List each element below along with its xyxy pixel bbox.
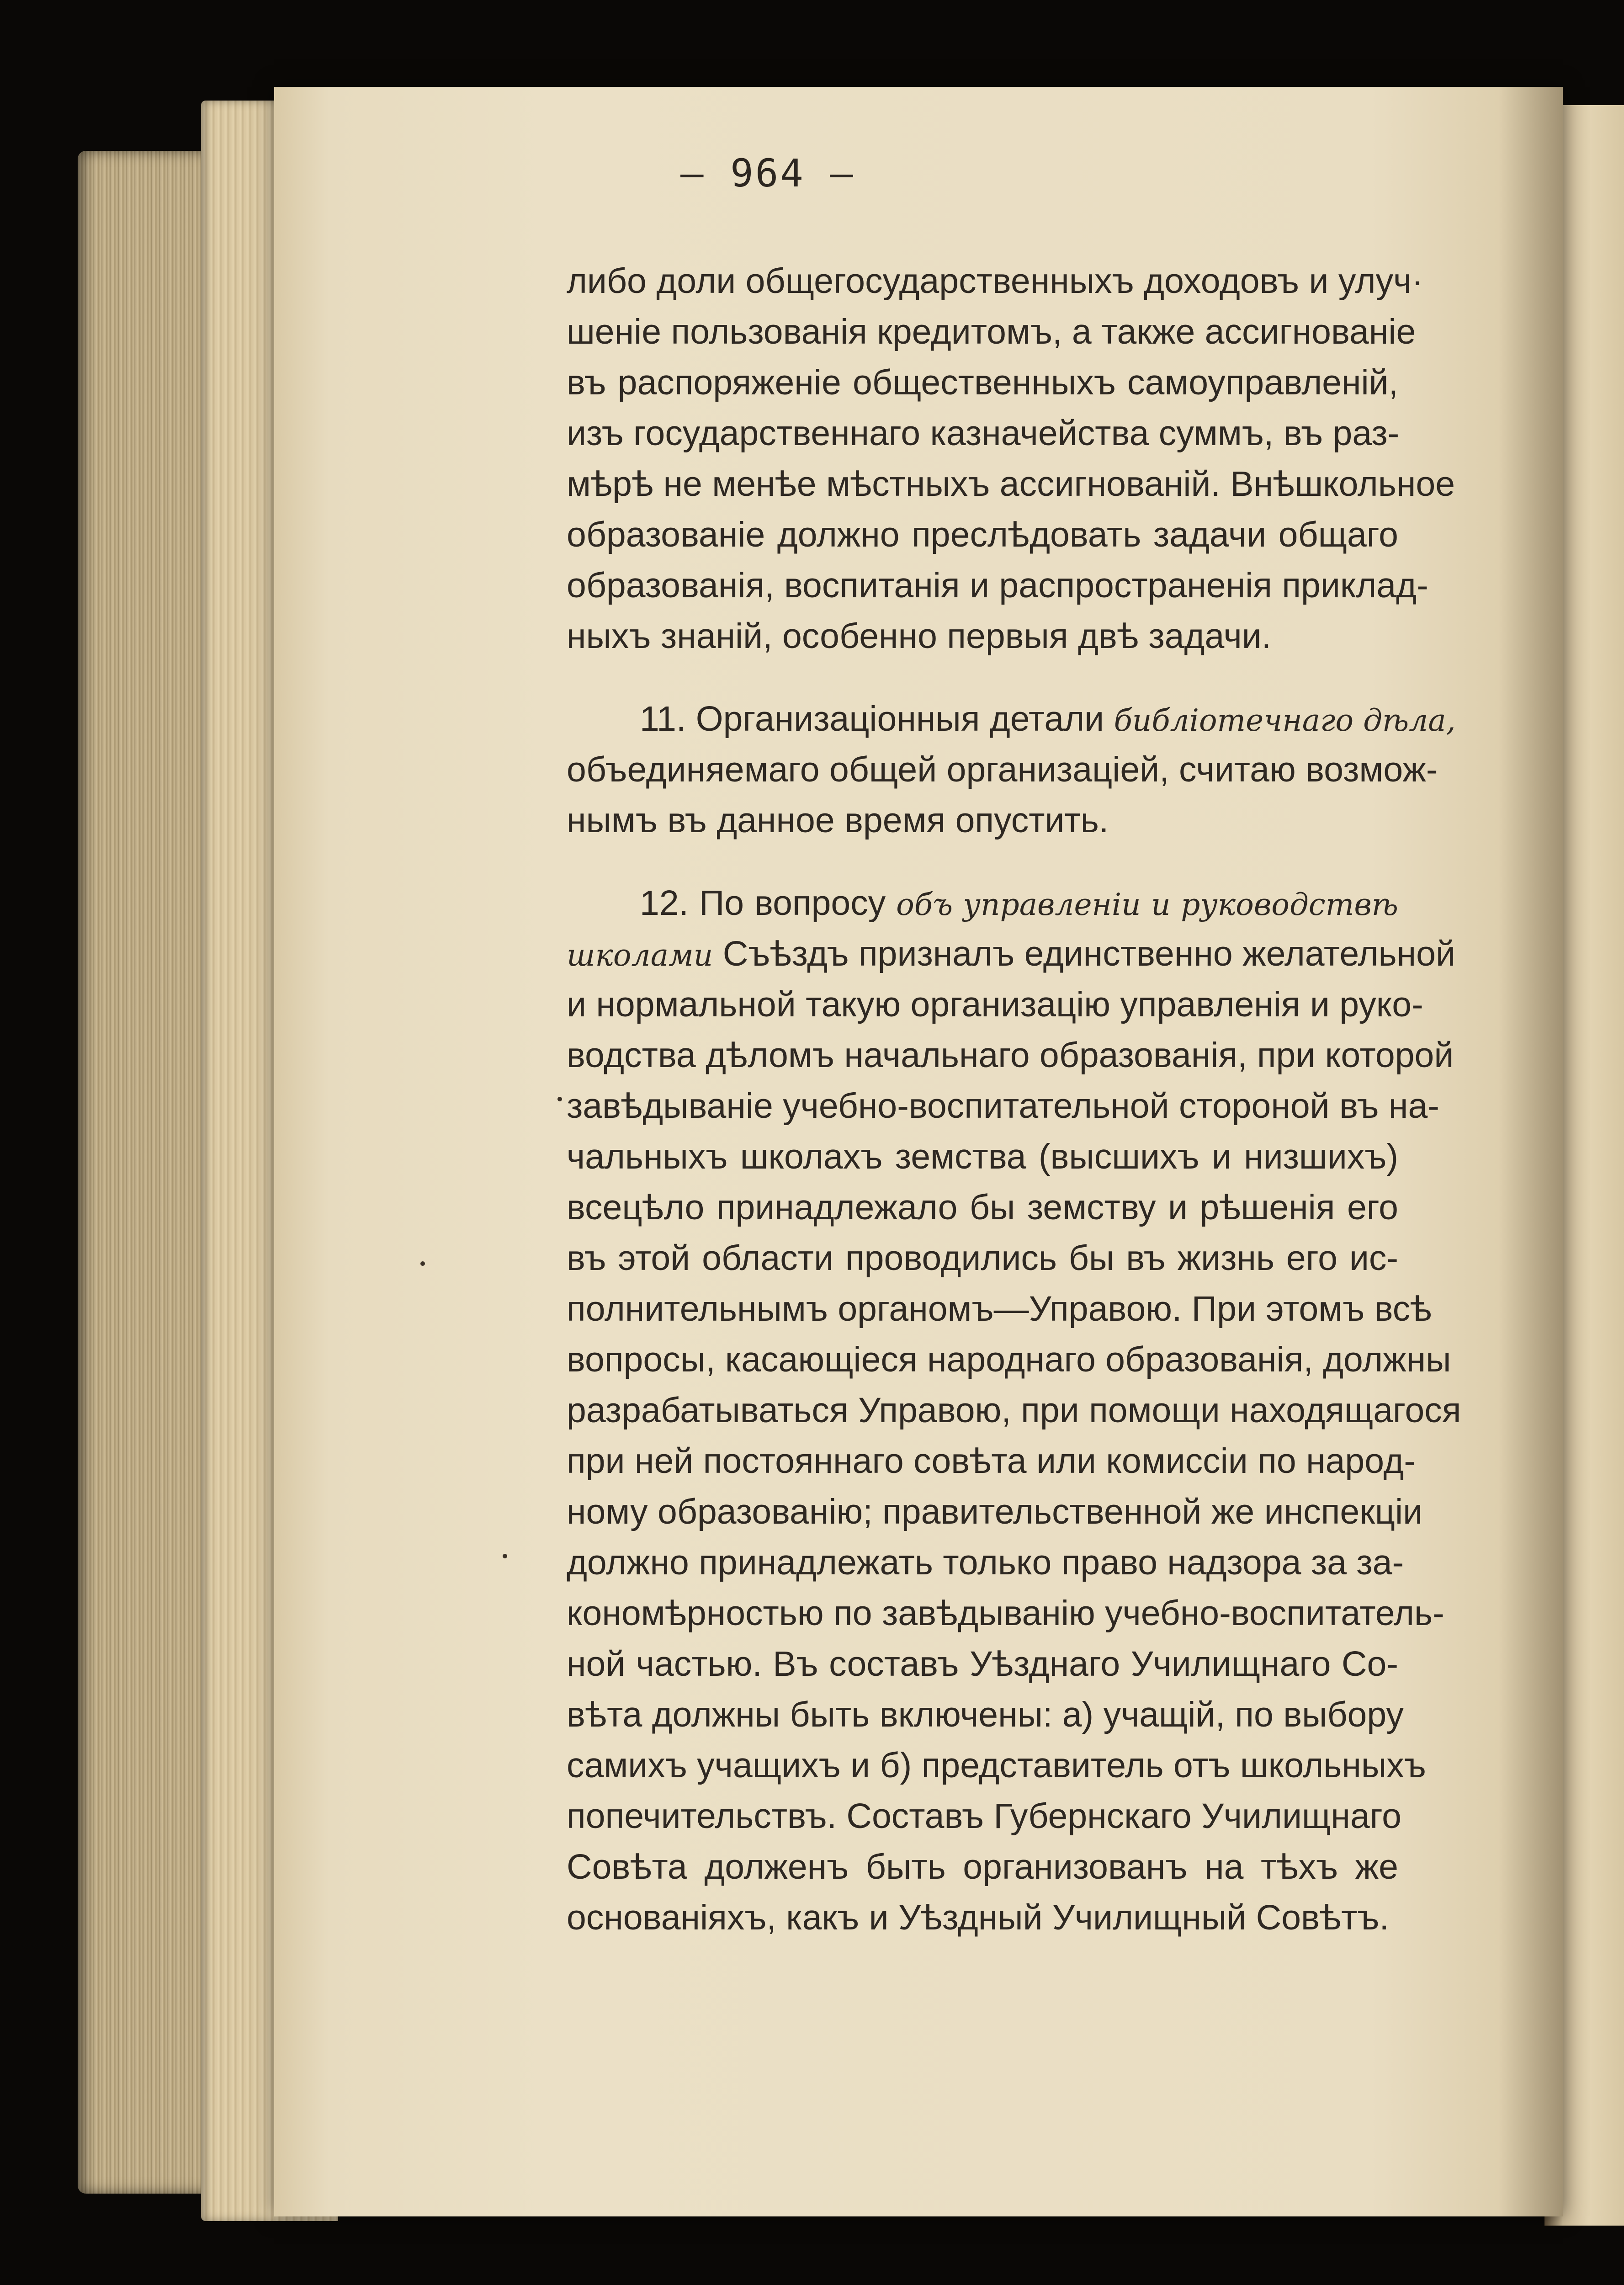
item-11-emphasis: библіотечнаго дѣла, bbox=[1114, 703, 1456, 738]
text-line: разрабатываться Управою, при помощи находящагося bbox=[567, 1391, 1461, 1430]
text-line: основаніяхъ, какъ и Уѣздный Училищный Совѣтъ. bbox=[567, 1898, 1389, 1937]
text-line bbox=[567, 878, 1398, 929]
text-line: изъ государственнаго казначейства суммъ, въ раз- bbox=[567, 414, 1400, 453]
text-line: чальныхъ школахъ земства (высшихъ и низшихъ) bbox=[567, 1137, 1398, 1176]
item-12-emphasis-2: школами bbox=[567, 938, 713, 973]
text-line: въ этой области проводились бы въ жизнь его ис- bbox=[567, 1238, 1398, 1278]
gutter-shadow bbox=[1499, 87, 1563, 2216]
text-line: въ распоряженіе общественныхъ самоуправленій, bbox=[567, 363, 1398, 402]
page-number: — 964 — bbox=[680, 151, 855, 196]
item-11-text: 11. Организаціонныя детали bbox=[640, 699, 1104, 739]
text-line: и нормальной такую организацію управленія и руко- bbox=[567, 985, 1423, 1024]
text-line: попечительствъ. Составъ Губернскаго Училищнаго bbox=[567, 1796, 1401, 1836]
text-line: мѣрѣ не менѣе мѣстныхъ ассигнованій. Внѣшкольное bbox=[567, 464, 1455, 504]
item-12-text: 12. По вопросу bbox=[640, 883, 886, 923]
text-line: ныхъ знаній, особенно первыя двѣ задачи. bbox=[567, 616, 1272, 656]
text-line: вопросы, касающіеся народнаго образованія, должны bbox=[567, 1340, 1451, 1379]
page-text bbox=[567, 256, 1461, 1943]
paragraph-12 bbox=[567, 878, 1461, 1943]
speck bbox=[420, 1261, 425, 1266]
text-line: образованія, воспитанія и распространенія приклад- bbox=[567, 566, 1428, 605]
item-12-text-2: Съѣздъ призналъ единственно желательной bbox=[722, 934, 1456, 973]
text-line: объединяемаго общей организаціей, считаю возмож- bbox=[567, 750, 1438, 789]
text-line: вѣта должны быть включены: а) учащій, по выбору bbox=[567, 1695, 1404, 1734]
text-line: Совѣта долженъ быть организованъ на тѣхъ же bbox=[567, 1847, 1398, 1886]
text-line: нымъ въ данное время опустить. bbox=[567, 801, 1109, 840]
text-line: завѣдываніе учебно-воспитательной стороной въ на- bbox=[567, 1086, 1439, 1126]
text-line: водства дѣломъ начальнаго образованія, при которой bbox=[567, 1036, 1454, 1075]
text-line: полнительнымъ органомъ—Управою. При этомъ всѣ bbox=[567, 1289, 1432, 1328]
text-line: либо доли общегосударственныхъ доходовъ и улуч· bbox=[567, 261, 1423, 301]
text-line: кономѣрностью по завѣдыванію учебно-воспитатель- bbox=[567, 1594, 1444, 1633]
text-line: самихъ учащихъ и б) представитель отъ школьныхъ bbox=[567, 1746, 1426, 1785]
speck bbox=[503, 1554, 507, 1558]
paragraph-1 bbox=[567, 256, 1455, 662]
text-line: шеніе пользованія кредитомъ, а также ассигнованіе bbox=[567, 312, 1416, 351]
text-line: должно принадлежать только право надзора за за- bbox=[567, 1543, 1404, 1582]
text-line bbox=[567, 694, 1456, 744]
text-line: при ней постояннаго совѣта или комиссіи по народ- bbox=[567, 1441, 1416, 1481]
text-line bbox=[567, 929, 1456, 979]
text-line: всецѣло принадлежало бы земству и рѣшенія его bbox=[567, 1188, 1398, 1227]
text-line: ной частью. Въ составъ Уѣзднаго Училищнаго Со- bbox=[567, 1644, 1398, 1684]
text-line: образованіе должно преслѣдовать задачи общаго bbox=[567, 515, 1398, 554]
item-12-emphasis: объ управленіи и руководствѣ bbox=[896, 887, 1398, 922]
text-line: ному образованію; правительственной же инспекціи bbox=[567, 1492, 1423, 1531]
paragraph-11 bbox=[567, 694, 1456, 846]
speck bbox=[557, 1097, 562, 1101]
